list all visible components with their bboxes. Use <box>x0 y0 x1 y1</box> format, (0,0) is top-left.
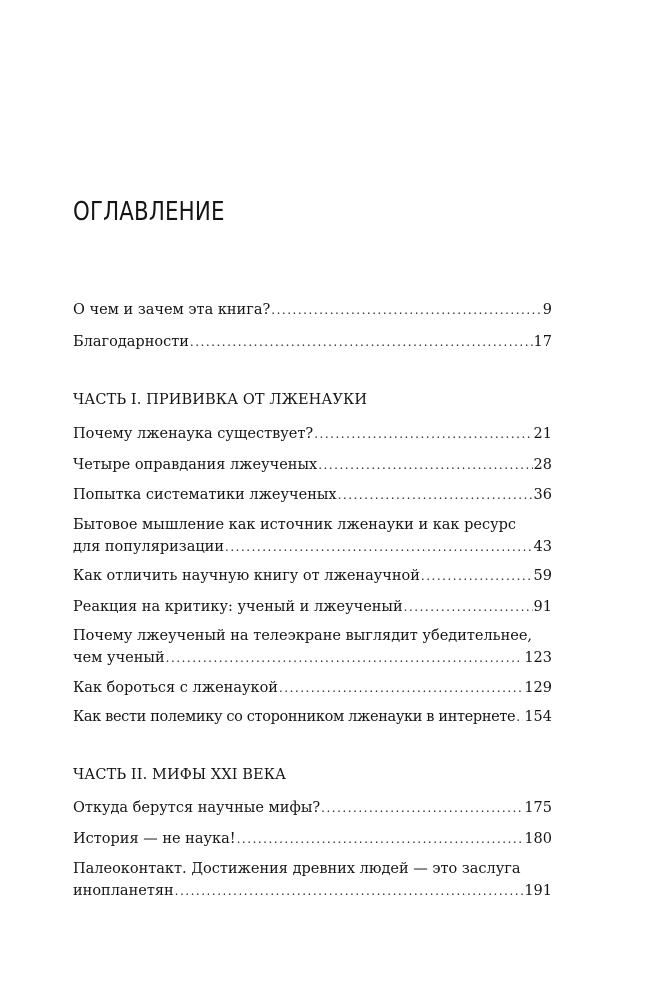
leader-dots <box>338 484 533 506</box>
toc-entry-title: Как отличить научную книгу от лженаучной <box>73 568 420 584</box>
toc-entry-title: чем ученый <box>73 650 165 666</box>
leader-dots <box>314 423 532 445</box>
toc-entry <box>73 565 552 587</box>
toc-entry-page: 43 <box>533 539 552 555</box>
toc-entry-title: Как вести полемику со сторонником лженауки в интернете <box>73 709 516 725</box>
leader-dots <box>421 565 533 587</box>
toc-entry-title: Реакция на критику: ученый и лжеученый <box>73 599 403 615</box>
toc-entry <box>73 706 552 728</box>
toc-entry-title: Благодарности <box>73 334 189 350</box>
toc-entry-title: История — не наука! <box>73 831 236 847</box>
leader-dots <box>404 596 533 618</box>
toc-entry <box>73 858 552 902</box>
toc-entry-title: О чем и зачем эта книга? <box>73 302 271 318</box>
leader-dots <box>271 299 542 321</box>
toc-entry <box>73 299 552 321</box>
toc-entry-title-line1: Почему лжеученый на телеэкране выглядит убедительнее, <box>73 628 533 644</box>
toc-entry-page: 17 <box>533 334 552 350</box>
toc-entry <box>73 484 552 506</box>
part-heading: ЧАСТЬ II. МИФЫ XXI ВЕКА <box>73 767 287 783</box>
toc-entry <box>73 423 552 445</box>
leader-dots <box>279 677 523 699</box>
leader-dots <box>225 536 533 558</box>
toc-entry-page: 191 <box>524 883 552 899</box>
toc-entry-page: 36 <box>533 487 552 503</box>
toc-entry-title: для популяризации <box>73 539 224 555</box>
toc-entry <box>73 677 552 699</box>
toc-entry-title: Как бороться с лженаукой <box>73 680 278 696</box>
toc-entry-page: 91 <box>533 599 552 615</box>
toc-entry <box>73 514 552 558</box>
leader-dots <box>190 331 533 353</box>
toc-entry-page: 123 <box>524 650 552 666</box>
leader-dots <box>175 880 524 902</box>
leader-dots <box>321 797 523 819</box>
leader-dots <box>166 647 524 669</box>
part-heading: ЧАСТЬ I. ПРИВИВКА ОТ ЛЖЕНАУКИ <box>73 392 368 408</box>
leader-dots <box>237 828 524 850</box>
toc-entry <box>73 797 552 819</box>
toc-entry-page: 59 <box>533 568 552 584</box>
toc-entry-page: 21 <box>533 426 552 442</box>
leader-dots <box>516 706 523 728</box>
toc-entry-page: 9 <box>542 302 552 318</box>
toc-entry-page: 28 <box>533 457 552 473</box>
toc-entry-page: 175 <box>524 800 552 816</box>
toc-entry-page: 129 <box>524 680 552 696</box>
toc-entry <box>73 331 552 353</box>
toc-entry <box>73 454 552 476</box>
toc-title: ОГЛАВЛЕНИЕ <box>73 197 225 227</box>
toc-entry-page: 180 <box>524 831 552 847</box>
toc-entry-title: Откуда берутся научные мифы? <box>73 800 321 816</box>
toc-entry-title: Четыре оправдания лжеученых <box>73 457 318 473</box>
toc-entry <box>73 828 552 850</box>
toc-entry <box>73 596 552 618</box>
toc-entry-title-line1: Бытовое мышление как источник лженауки и как ресурс <box>73 517 517 533</box>
toc-entry-title: инопланетян <box>73 883 174 899</box>
leader-dots <box>318 454 532 476</box>
toc-entry-title: Попытка систематики лжеученых <box>73 487 337 503</box>
toc-entry-title: Почему лженаука существует? <box>73 426 314 442</box>
toc-entry <box>73 625 552 669</box>
toc-entry-page: 154 <box>524 709 552 725</box>
toc-entry-title-line1: Палеоконтакт. Достижения древних людей — это заслуга <box>73 861 521 877</box>
